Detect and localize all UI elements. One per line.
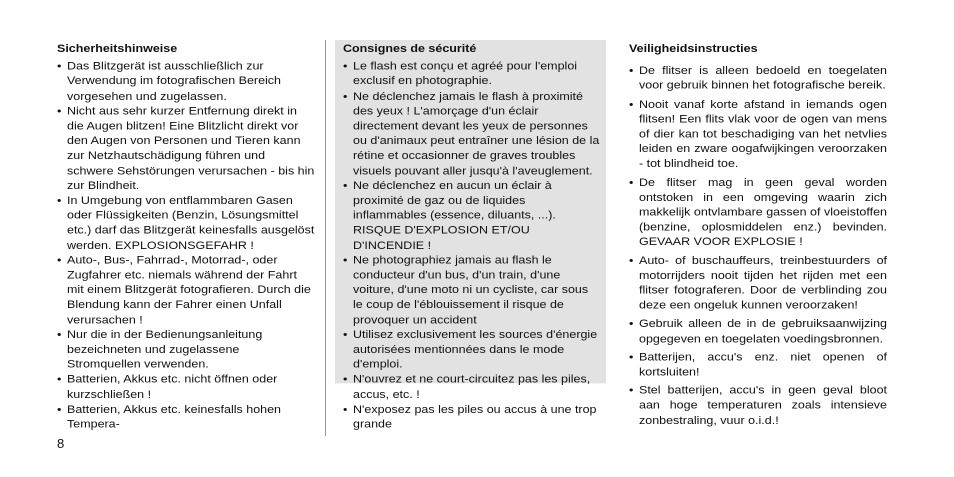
list-item: • Le flash est conçu et agréé pour l'emploi exclusif en photographie. — [343, 59, 601, 89]
german-list — [57, 59, 315, 432]
dutch-heading: Veiligheidsinstructies — [629, 42, 758, 55]
french-list — [343, 59, 601, 432]
list-item: • Auto- of buschauffeurs, treinbestuurders of motorrijders nooit tijden het rijden met een flitser fotograferen. Door de verblinding zou deze een ongeluk kunnen veroorzaken! — [629, 253, 887, 313]
dutch-column — [629, 40, 887, 432]
dutch-list — [629, 64, 887, 429]
list-item: • De flitser is alleen bedoeld en toegelaten voor gebruik binnen het fotografische bereik. — [629, 64, 887, 94]
list-item: • Auto-, Bus-, Fahrrad-, Motorrad-, oder Zugfahrer etc. niemals während der Fahrt mit einem Blitzgerät fotografieren. Durch die Blendung kann der Fahrer einen Unfall verursachen ! — [57, 253, 315, 328]
list-item: • Ne déclenchez jamais le flash à proximité des yeux ! L'amorçage d'un éclair directement devant les yeux de personnes ou d'animaux peut entraîner une lésion de la rétine et occasionner de graves troubles visuels pouvant aller jusqu'à l'aveuglement. — [343, 89, 601, 178]
german-column — [57, 40, 315, 432]
french-column — [335, 40, 606, 431]
german-heading: Sicherheitshinweise — [57, 42, 178, 55]
list-item: • Batterien, Akkus etc. nicht öffnen oder kurzschließen ! — [57, 372, 315, 402]
list-item: • Stel batterijen, accu's in geen geval bloot aan hoge temperaturen zoals intensieve zonbestraling, vuur o.i.d.! — [629, 383, 887, 428]
list-item: • N'ouvrez et ne court-circuitez pas les piles, accus, etc. ! — [343, 372, 601, 402]
page-number: 8 — [57, 436, 65, 451]
list-item: • Batterien, Akkus etc. keinesfalls hohen Tempera- — [57, 402, 315, 432]
list-item: • Das Blitzgerät ist ausschließlich zur Verwendung im fotografischen Bereich vorgesehen und zugelassen. — [57, 59, 315, 104]
list-item: • Nicht aus sehr kurzer Entfernung direkt in die Augen blitzen! Eine Blitzlicht direkt vor den Augen von Personen und Tieren kann zur Netzhautschädigung führen und schwere Sehstörungen verursachen - bis hin zur Blindheit. — [57, 104, 315, 193]
list-item: • In Umgebung von entflammbaren Gasen oder Flüssigkeiten (Benzin, Lösungsmittel etc.) darf das Blitzgerät keinesfalls ausgelöst werden. EXPLOSIONSGEFAHR ! — [57, 193, 315, 253]
list-item: • Nur die in der Bedienungsanleitung bezeichneten und zugelassene Stromquellen verwenden. — [57, 328, 315, 373]
list-item: • De flitser mag in geen geval worden ontstoken in een omgeving waarin zich makkelijk ontvlambare gassen of vloeistoffen (benzine, oplosmiddelen enz.) bevinden. GEVAAR VOOR EXPLOSIE ! — [629, 175, 887, 250]
list-item: • Nooit vanaf korte afstand in iemands ogen flitsen! Een flits vlak voor de ogen van mens of dier kan tot beschadiging van het netvlies leiden en zware oogafwijkingen veroorzaken - tot blindheid toe. — [629, 97, 887, 172]
french-heading: Consignes de sécurité — [343, 42, 477, 55]
list-item: • Ne déclenchez en aucun un éclair à proximité de gaz ou de liquides inflammables (essence, diluants, ...). RISQUE D'EXPLOSION ET/OU D'INCENDIE ! — [343, 179, 601, 254]
column-divider — [325, 40, 326, 436]
list-item: • Gebruik alleen de in de gebruiksaanwijzing opgegeven en toegelaten voedingsbronnen. — [629, 317, 887, 347]
list-item: • N'exposez pas les piles ou accus à une trop grande — [343, 402, 601, 432]
list-item: • Utilisez exclusivement les sources d'énergie autorisées mentionnées dans le mode d'emploi. — [343, 328, 601, 373]
list-item: • Ne photographiez jamais au flash le conducteur d'un bus, d'un train, d'une voiture, d'une moto ni un cycliste, car sous le coup de l'éblouissement il risque de provoquer un accident — [343, 253, 601, 328]
list-item: • Batterijen, accu's enz. niet openen of kortsluiten! — [629, 350, 887, 380]
